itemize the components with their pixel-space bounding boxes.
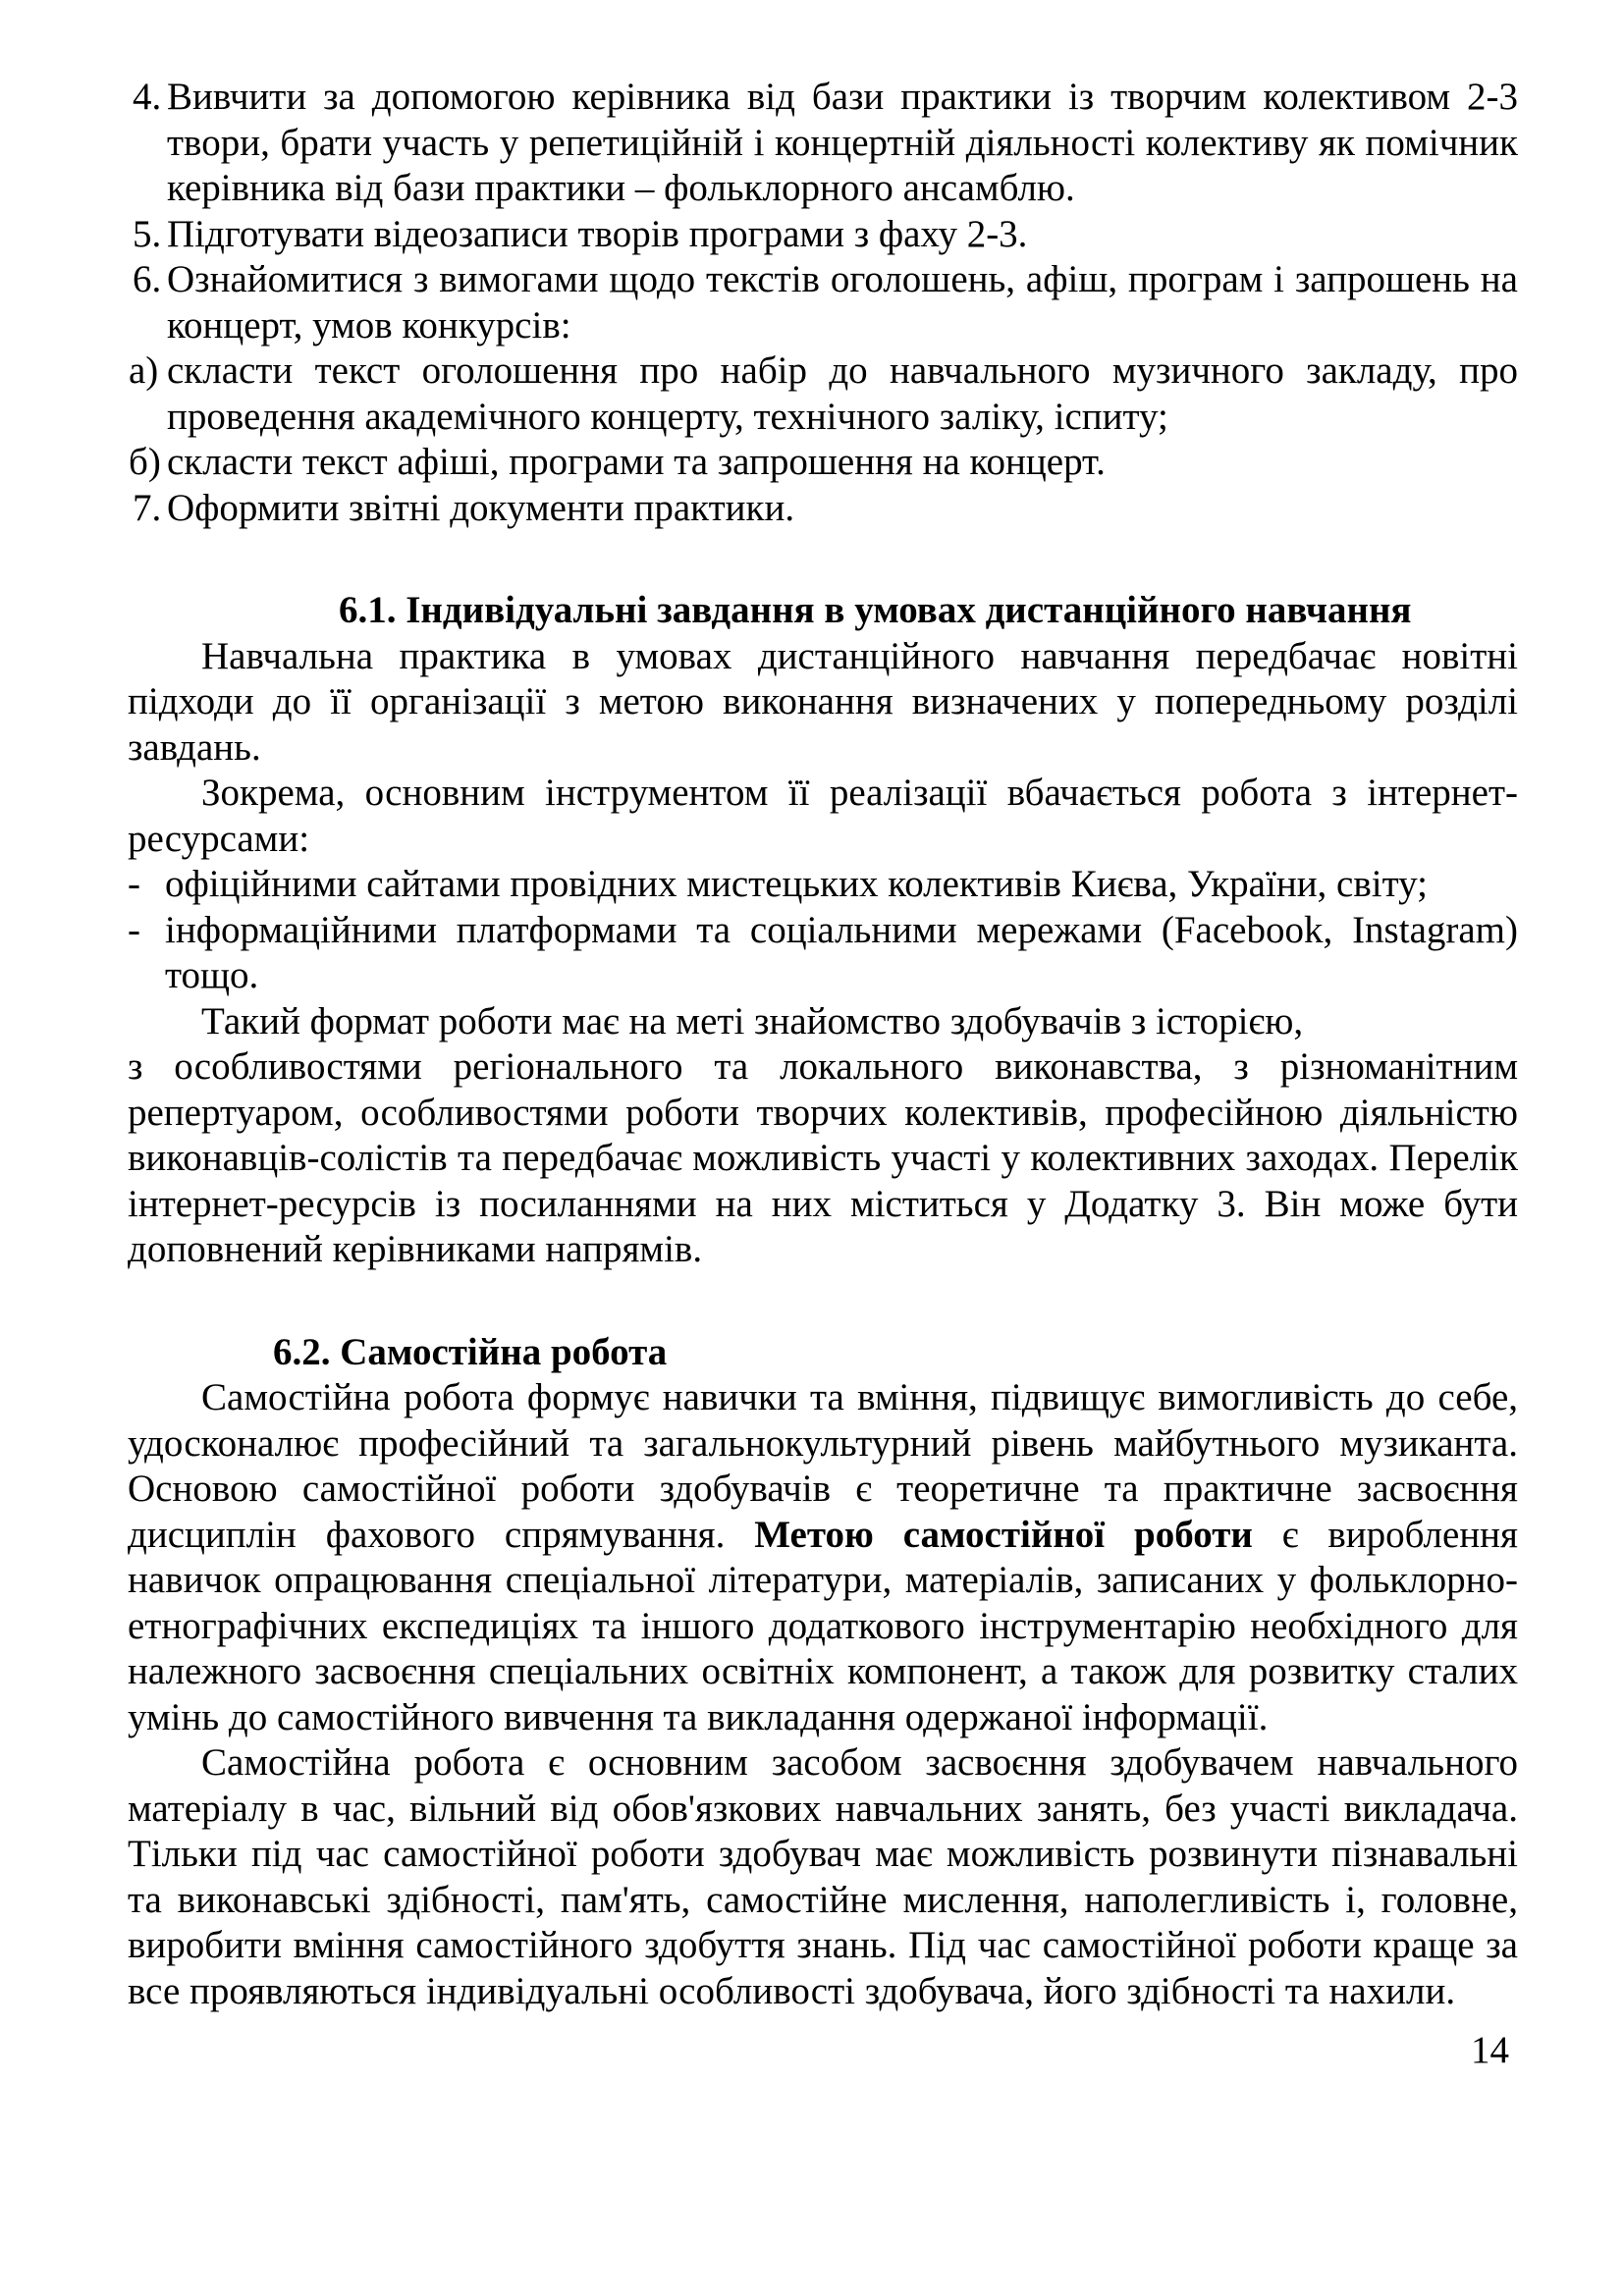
list-item-text: Підготувати відеозаписи творів програми з фаху 2-3. <box>167 212 1028 255</box>
paragraph-6-1-intro: Навчальна практика в умовах дистанційного навчання передбачає новітні підходи до її організації з метою виконання визначених у попередньому розділі завдань. <box>128 634 1518 769</box>
paragraph-6-2-purpose <box>128 1375 1518 1740</box>
list-item-letter: а) <box>129 349 159 392</box>
list-item-text: скласти текст оголошення про набір до навчального музичного закладу, про проведення академічного концерту, технічного заліку, іспиту; <box>167 349 1518 438</box>
dash-marker: - <box>128 863 140 905</box>
dash-item-platforms <box>128 908 1518 999</box>
paragraph-6-1-format <box>128 999 1518 1273</box>
task-list <box>128 75 1518 531</box>
paragraph-6-2-independent-work: Самостійна робота є основним засобом засвоєння здобувачем навчального матеріалу в час, вільний від обов'язкових навчальних занять, без участі викладача. Тільки під час самостійної роботи здобувач має можливість розвинути пізнавальні та виконавські здібності, пам'ять, самостійне мислення, наполегливість і, головне, виробити вміння самостійного здобуття знань. Під час самостійної роботи краще за все проявляються індивідуальні особливості здобувача, його здібності та нахили. <box>128 1741 1518 2012</box>
dash-item-text: інформаційними платформами та соціальними мережами (Facebook, Instagram) тощо. <box>165 908 1518 996</box>
list-item-b <box>128 440 1518 486</box>
dash-list <box>128 862 1518 999</box>
dash-item-text: офіційними сайтами провідних мистецьких колективів Києва, України, світу; <box>165 863 1428 905</box>
list-item-text: Оформити звітні документи практики. <box>167 486 795 529</box>
paragraph-text-before-bold: Самостійна робота формує навички та вміння, підвищує вимогливість до себе, удосконалює професійний та загальнокультурний рівень майбутнього музиканта. Основою самостійної роботи здобувачів є теоретичне та практичне засвоєння дисциплін фахового спрямування. <box>128 1376 1518 1556</box>
list-item-number: 7. <box>133 486 162 529</box>
paragraph-first-line: Такий формат роботи має на меті знайомство здобувачів з історією, <box>201 999 1304 1042</box>
list-item-text: Вивчити за допомогою керівника від бази практики із творчим колективом 2-3 твори, брати участь у репетиційній і концертній діяльності колективу як помічник керівника від бази практики – фольклорного ансамблю. <box>167 76 1518 209</box>
list-item-text: скласти текст афіші, програми та запрошення на концерт. <box>167 441 1106 483</box>
section-heading-6-2: 6.2. Самостійна робота <box>273 1330 668 1373</box>
list-item-4 <box>128 75 1518 212</box>
paragraph-6-1-tools: Зокрема, основним інструментом її реалізації вбачається робота з інтернет-ресурсами: <box>128 772 1518 860</box>
list-item-number: 4. <box>133 76 162 118</box>
list-item-number: 5. <box>133 212 162 255</box>
list-item-text: Ознайомитися з вимогами щодо текстів оголошень, афіш, програм і запрошень на концерт, умов конкурсів: <box>167 258 1518 347</box>
dash-marker: - <box>128 908 140 951</box>
dash-item-official-sites <box>128 862 1518 908</box>
bold-phrase-meta: Метою самостійної роботи <box>754 1513 1253 1556</box>
list-item-letter: б) <box>129 441 161 483</box>
list-item-7 <box>128 486 1518 532</box>
section-heading-6-1: 6.1. Індивідуальні завдання в умовах дистанційного навчання <box>339 589 1412 631</box>
list-item-5 <box>128 212 1518 258</box>
page-number: 14 <box>1471 2029 1509 2071</box>
paragraph-text-after-bold: є вироблення навичок опрацювання спеціальної літератури, матеріалів, записаних у фольклорно-етнографічних експедиціях та іншого додаткового інструментарію необхідного для належного засвоєння спеціальних освітніх компонент, а також для розвитку сталих умінь до самостійного вивчення та викладання одержаної інформації. <box>128 1513 1518 1738</box>
list-item-a <box>128 348 1518 440</box>
paragraph-continuation: з особливостями регіонального та локального виконавства, з різноманітним репертуаром, особливостями роботи творчих колективів, професійною діяльністю виконавців-солістів та передбачає можливість участі у колективних заходах. Перелік інтернет-ресурсів із посиланнями на них міститься у Додатку 3. Він може бути доповнений керівниками напрямів. <box>128 1045 1518 1270</box>
list-item-number: 6. <box>133 258 162 300</box>
list-item-6 <box>128 257 1518 348</box>
